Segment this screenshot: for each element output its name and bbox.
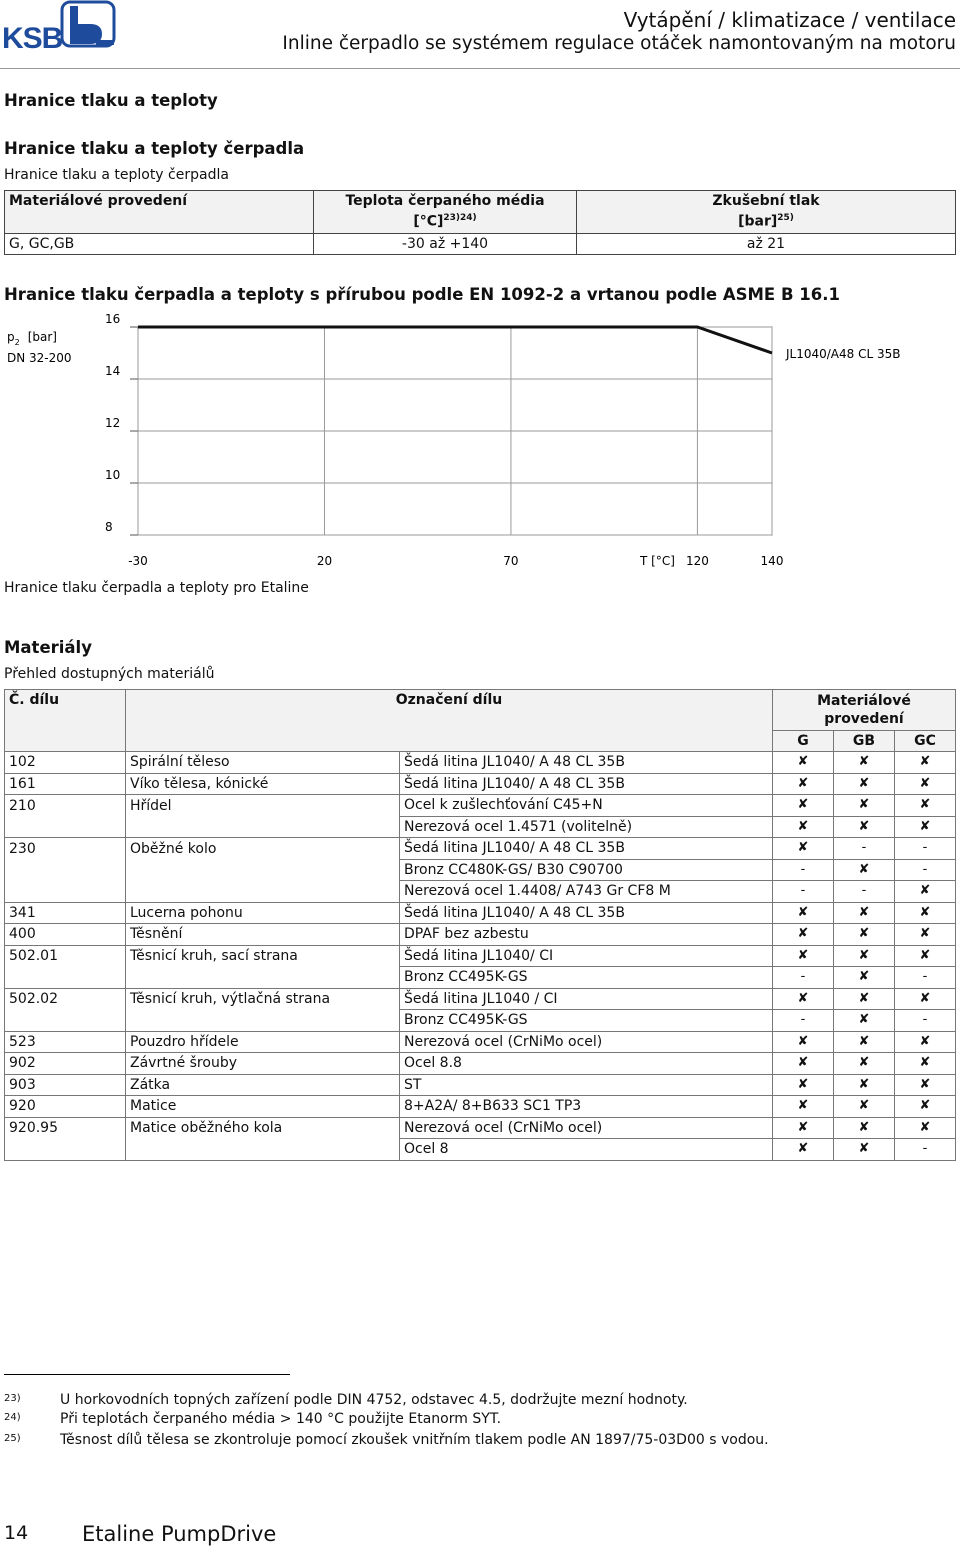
section-title: Hranice tlaku a teploty [4,91,218,110]
cell-part-no: 400 [5,924,126,946]
table-row [5,1053,956,1075]
cell-part-no: 161 [5,773,126,795]
cell-gc: ✘ [895,1031,956,1053]
y-tick-label: 16 [105,312,121,326]
footnote-number: 24) [4,1412,21,1423]
pressure-temperature-chart [0,310,960,580]
y-axis-label: $p_2$ [bar] [7,330,57,347]
series-line [138,327,772,353]
cell-part-no [5,1010,126,1032]
series-label: JL1040/A48 CL 35B [786,347,901,361]
cell-gb: ✘ [834,902,895,924]
page-number: 14 [4,1522,29,1544]
cell-gb: ✘ [834,859,895,881]
cell-material: Nerezová ocel 1.4408/ A743 Gr CF8 M [400,881,773,903]
x-tick-label: 20 [316,554,333,568]
pump-section-heading: Hranice tlaku a teploty čerpadla [4,139,305,158]
cell-g: - [773,1010,834,1032]
cell-material: Ocel 8 [400,1139,773,1161]
cell-gc: ✘ [895,902,956,924]
cell-g: ✘ [773,1096,834,1118]
cell-material: DPAF bez azbestu [400,924,773,946]
cell-part-no [5,816,126,838]
footer-title: Etaline PumpDrive [82,1522,277,1546]
cell-part-name: Těsnicí kruh, výtlačná strana [126,988,400,1010]
cell-part-no: 523 [5,1031,126,1053]
col-part-name: Označení dílu [126,690,773,752]
table-row [5,816,956,838]
cell-material: Bronz CC480K-GS/ B30 C90700 [400,859,773,881]
footnote-text: Těsnost dílů tělesa se zkontroluje pomocí zkoušek vnitřním tlakem podle AN 1897/75-03D00 s vodou. [60,1432,769,1448]
cell-material: Šedá litina JL1040/ A 48 CL 35B [400,838,773,860]
cell-gb: ✘ [834,1031,895,1053]
materials-table [4,689,956,1161]
cell-part-name: Oběžné kolo [126,838,400,860]
cell-material: Šedá litina JL1040/ A 48 CL 35B [400,773,773,795]
pump-limits-table [4,190,956,255]
cell-part-no [5,881,126,903]
footnote-divider [4,1374,290,1375]
cell-part-no: 502.02 [5,988,126,1010]
cell-g: ✘ [773,988,834,1010]
cell-part-name [126,1010,400,1032]
x-tick-label: 70 [503,554,519,568]
table-row [5,1031,956,1053]
cell-gb: ✘ [834,773,895,795]
cell-gb: ✘ [834,1139,895,1161]
cell-gc: - [895,967,956,989]
cell-g: ✘ [773,816,834,838]
table-row [5,1096,956,1118]
y-tick-label: 8 [105,520,113,534]
cell-material: Ocel 8.8 [400,1053,773,1075]
cell-gc: ✘ [895,988,956,1010]
cell-part-no: 230 [5,838,126,860]
cell-part-no: 903 [5,1074,126,1096]
cell-material: 8+A2A/ 8+B633 SC1 TP3 [400,1096,773,1118]
cell-gc: ✘ [895,795,956,817]
cell-g: - [773,859,834,881]
table-row [5,1074,956,1096]
cell-part-no: 102 [5,752,126,774]
col-variants: Materiálové provedení [773,690,956,731]
cell-material: Ocel k zušlechťování C45+N [400,795,773,817]
cell-g: - [773,967,834,989]
table-header-row [5,690,956,731]
ksb-logo-text: KSB [2,22,63,55]
cell-part-no [5,1139,126,1161]
footnote-text: Při teplotách čerpaného média > 140 °C použijte Etanorm SYT. [60,1411,502,1427]
cell-g: ✘ [773,924,834,946]
ksb-logo-icon [60,0,118,50]
cell-g: ✘ [773,1139,834,1161]
pump-section-caption: Hranice tlaku a teploty čerpadla [4,167,229,183]
cell-part-no: 341 [5,902,126,924]
col-g: G [773,731,834,752]
y-tick-label: 10 [105,468,121,482]
cell-part-name [126,881,400,903]
cell-gb: ✘ [834,1074,895,1096]
cell-g: ✘ [773,795,834,817]
cell-material: Šedá litina JL1040/ A 48 CL 35B [400,902,773,924]
cell-part-no [5,967,126,989]
table-row [5,924,956,946]
cell-gb: ✘ [834,967,895,989]
materials-caption: Přehled dostupných materiálů [4,666,215,682]
cell-gc: - [895,1139,956,1161]
cell-part-name [126,816,400,838]
header-title: Vytápění / klimatizace / ventilace [623,8,956,32]
cell-gc: ✘ [895,752,956,774]
table-row [5,1117,956,1139]
cell-gb: ✘ [834,924,895,946]
cell-material: Šedá litina JL1040 / CI [400,988,773,1010]
cell-part-no: 920.95 [5,1117,126,1139]
cell-material: Šedá litina JL1040/ CI [400,945,773,967]
cell-g: ✘ [773,1031,834,1053]
x-tick-label: 120 [685,554,709,568]
cell-gb: ✘ [834,1117,895,1139]
materials-heading: Materiály [4,638,92,657]
footnote-text: U horkovodních topných zařízení podle DIN 4752, odstavec 4.5, dodržujte mezní hodnoty. [60,1392,688,1408]
cell-part-name [126,859,400,881]
table-row [5,838,956,860]
cell-part-name: Zátka [126,1074,400,1096]
cell-part-name: Spirální těleso [126,752,400,774]
header-subtitle: Inline čerpadlo se systémem regulace otáček namontovaným na motoru [282,33,956,54]
x-axis-label: T [°C] [640,554,675,568]
cell-gc: ✘ [895,1053,956,1075]
cell-part-no: 920 [5,1096,126,1118]
cell-part-name [126,1139,400,1161]
table-row [5,233,956,254]
col-test-pressure: Zkušební tlak [bar]$^{25)}$ [577,191,956,234]
table-row [5,1139,956,1161]
cell-material: Nerezová ocel (CrNiMo ocel) [400,1031,773,1053]
col-part-no: Č. dílu [5,690,126,752]
x-tick-label: 140 [760,554,784,568]
cell-g: - [773,881,834,903]
cell-gc: ✘ [895,881,956,903]
footnote-number: 23) [4,1393,21,1404]
table-row [5,795,956,817]
cell-part-name: Lucerna pohonu [126,902,400,924]
cell-gb: ✘ [834,816,895,838]
table-row [5,967,956,989]
cell-gc: ✘ [895,924,956,946]
cell-gb: ✘ [834,988,895,1010]
cell-part-no [5,859,126,881]
cell-material: ST [400,1074,773,1096]
cell-temperature: -30 až +140 [314,233,577,254]
cell-test-pressure: až 21 [577,233,956,254]
table-row [5,945,956,967]
cell-part-no: 502.01 [5,945,126,967]
cell-part-name: Pouzdro hřídele [126,1031,400,1053]
cell-material: Nerezová ocel (CrNiMo ocel) [400,1117,773,1139]
table-header-row [5,191,956,234]
cell-g: ✘ [773,838,834,860]
cell-gc: ✘ [895,773,956,795]
cell-gb: ✘ [834,795,895,817]
cell-gc: ✘ [895,945,956,967]
cell-part-name [126,967,400,989]
y-tick-label: 14 [105,364,121,378]
footnote-number: 25) [4,1433,21,1444]
cell-gb: ✘ [834,945,895,967]
col-gb: GB [834,731,895,752]
cell-material: G, GC,GB [5,233,314,254]
cell-g: ✘ [773,752,834,774]
cell-gc: ✘ [895,1096,956,1118]
cell-g: ✘ [773,945,834,967]
cell-gb: - [834,838,895,860]
row-label: DN 32-200 [7,351,72,365]
cell-part-name: Těsnicí kruh, sací strana [126,945,400,967]
cell-g: ✘ [773,1053,834,1075]
cell-gc: ✘ [895,1074,956,1096]
table-row [5,881,956,903]
cell-gb: ✘ [834,1096,895,1118]
cell-part-name: Matice [126,1096,400,1118]
cell-g: ✘ [773,902,834,924]
col-temperature: Teplota čerpaného média $[^\circ C]^{23)24)}$ [314,191,577,234]
cell-part-no: 210 [5,795,126,817]
table-row [5,1010,956,1032]
cell-material: Nerezová ocel 1.4571 (volitelně) [400,816,773,838]
header-divider [0,68,960,69]
cell-gb: ✘ [834,752,895,774]
table-row [5,902,956,924]
table-row [5,773,956,795]
cell-gb: ✘ [834,1010,895,1032]
flange-heading: Hranice tlaku čerpadla a teploty s přírubou podle EN 1092-2 a vrtanou podle ASME B 16.1 [4,285,840,304]
table-row [5,988,956,1010]
cell-g: ✘ [773,773,834,795]
cell-part-name: Těsnění [126,924,400,946]
cell-gc: - [895,859,956,881]
chart-caption: Hranice tlaku čerpadla a teploty pro Etaline [4,580,309,596]
cell-gb: ✘ [834,1053,895,1075]
cell-g: ✘ [773,1074,834,1096]
cell-gc: ✘ [895,816,956,838]
cell-g: ✘ [773,1117,834,1139]
cell-part-name: Hřídel [126,795,400,817]
table-row [5,859,956,881]
col-material: Materiálové provedení [5,191,314,234]
cell-part-name: Závrtné šrouby [126,1053,400,1075]
cell-part-name: Matice oběžného kola [126,1117,400,1139]
cell-material: Šedá litina JL1040/ A 48 CL 35B [400,752,773,774]
cell-part-name: Víko tělesa, kónické [126,773,400,795]
table-row [5,752,956,774]
cell-part-no: 902 [5,1053,126,1075]
cell-gc: ✘ [895,1117,956,1139]
x-tick-label: -30 [128,554,148,568]
y-tick-label: 12 [105,416,121,430]
cell-gc: - [895,838,956,860]
cell-gb: - [834,881,895,903]
cell-material: Bronz CC495K-GS [400,967,773,989]
cell-gc: - [895,1010,956,1032]
cell-material: Bronz CC495K-GS [400,1010,773,1032]
col-gc: GC [895,731,956,752]
